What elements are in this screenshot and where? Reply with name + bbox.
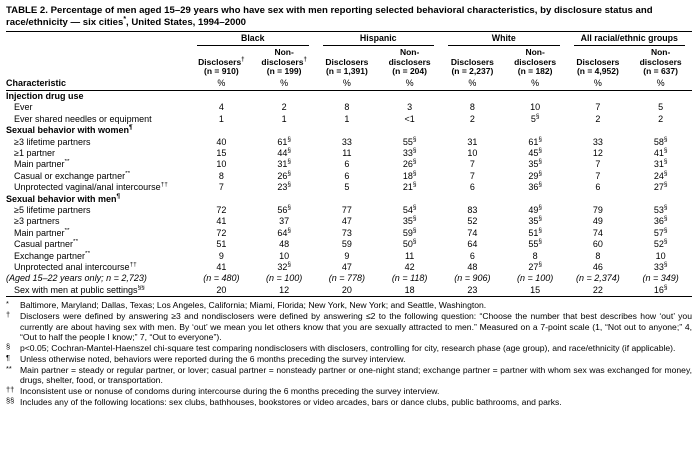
table-body [6,90,692,296]
section-row [6,125,692,136]
row-label: (Aged 15–22 years only; n = 2,723) [6,273,147,284]
footnote-text: Baltimore, Maryland; Dallas, Texas; Los Angeles, California; Miami, Florida; New York, New York; and Seattle, Washington. [20,300,487,311]
footnote [6,354,692,365]
column-header-line: disclosers [514,56,557,67]
column-header-line: (n = 1,391) [325,66,368,77]
table-row [6,137,692,148]
value-cell: 10 [279,250,290,261]
value-cell: 48 [279,239,290,250]
table-row [6,273,692,284]
unit-header: % [378,77,441,91]
value-cell: 33§ [653,261,668,273]
header-spacer [6,46,190,77]
footnote [6,311,692,343]
header-spacer [6,32,190,47]
column-header-nondisclosers [504,46,567,77]
value-cell: 24§ [653,169,668,181]
value-cell: 57§ [653,226,668,238]
column-header-line: (n = 637) [643,66,678,77]
footnote-marker: ** [6,363,12,373]
row-label: Unprotected anal intercourse†† [14,262,137,273]
value-cell: (n = 100) [265,273,303,284]
value-cell: 47 [341,262,352,273]
value-cell: <1 [404,113,415,124]
value-cell: 59§ [402,226,417,238]
value-cell: (n = 906) [454,273,491,284]
value-cell: 9 [344,250,350,261]
table-row [6,285,692,297]
value-cell: 6 [344,170,350,181]
section-heading: Injection drug use [6,90,84,101]
section-heading: Sexual behavior with men¶ [6,192,121,204]
value-cell: 2 [281,102,287,113]
value-cell: 18 [378,285,441,297]
value-cell: 10 [530,102,541,113]
value-cell: 1 [281,113,287,124]
value-cell: 35§ [528,158,542,170]
footnote [6,397,692,408]
footnote-text: Unless otherwise noted, behaviors were reported during the 6 months preceding the survey interview. [20,353,406,364]
table-row [6,205,692,216]
value-cell: 47 [341,216,352,227]
value-cell: 33 [592,136,603,147]
row-label: ≥3 partners [14,216,60,227]
value-cell: 20 [316,285,379,297]
table-row [6,228,692,239]
value-cell: 61§ [528,135,542,147]
column-header-line: disclosers [639,56,682,67]
value-cell: 5 [658,102,664,113]
column-header-nondisclosers [629,46,692,77]
unit-header: % [504,77,567,91]
value-cell: 32§ [277,261,291,273]
value-cell: 8 [595,250,601,261]
value-cell: 51 [216,239,227,250]
value-cell: 55§ [528,238,542,250]
footnote-text: Includes any of the following locations: sex clubs, bathhouses, bookstores or video arcades, bars or dance clubs, public bathrooms, and parks. [20,396,562,407]
value-cell: 72 [216,205,227,216]
value-cell: (n = 100) [516,273,554,284]
value-cell: 7 [469,170,475,181]
value-cell: 6 [469,182,475,193]
value-cell: 11 [342,148,352,158]
unit-row [6,77,692,91]
value-cell: 2 [469,113,475,124]
column-group-header [567,32,693,47]
row-label: ≥5 lifetime partners [14,205,91,216]
footnote [6,386,692,397]
value-cell: 18§ [402,169,417,181]
value-cell: 6 [595,182,601,193]
footnote-marker: ¶ [6,352,10,362]
group-header-row [6,32,692,47]
table-row [6,114,692,125]
column-header-line: (n = 2,237) [451,66,494,77]
value-cell: 54§ [402,204,417,216]
value-cell: 37 [279,216,290,227]
column-header-nondisclosers [378,46,441,77]
column-header-disclosers [316,46,379,77]
column-header-line: disclosers [388,56,431,67]
unit-header: % [253,77,316,91]
value-cell: 53§ [653,204,668,216]
table-row [6,216,692,227]
characteristic-header: Characteristic [6,77,190,91]
value-cell: 59 [341,239,352,250]
footnote [6,343,692,354]
data-table [6,31,692,297]
row-label: Main partner** [14,159,70,170]
value-cell: 1 [218,113,224,124]
value-cell: 5§ [530,112,540,124]
value-cell: 31§ [653,158,668,170]
section-heading: Sexual behavior with women¶ [6,124,133,136]
value-cell: 8 [469,102,475,113]
value-cell: 2 [595,113,601,124]
value-cell: 83 [467,205,478,216]
value-cell: 2 [658,113,664,124]
footnote [6,300,692,311]
footnotes [6,300,692,407]
value-cell: 29§ [528,169,542,181]
value-cell: 35§ [528,215,542,227]
row-label: Ever [14,102,33,113]
value-cell: 7 [469,159,475,170]
column-header-line: (n = 199) [266,66,302,77]
value-cell: 26§ [277,169,291,181]
value-cell: 31 [467,136,478,147]
value-cell: 48 [467,262,478,273]
column-header-line: Disclosers [325,56,369,67]
value-cell: 11 [404,250,415,261]
row-label: Casual partner** [14,239,79,250]
column-header-line: Disclosers [576,56,620,67]
value-cell: 6 [344,159,350,170]
value-cell: (n = 118) [391,273,428,284]
column-header-line: Non- [525,47,545,58]
value-cell: 35§ [402,215,417,227]
row-label: Unprotected vaginal/anal intercourse†† [14,182,168,193]
table-row [6,182,692,193]
unit-header: % [190,77,253,91]
value-cell: 26§ [402,158,417,170]
value-cell: 41§ [653,147,668,158]
row-label: Exchange partner** [14,250,91,261]
value-cell: 6 [469,250,475,261]
value-cell: 8 [532,250,538,261]
column-header-line: (n = 204) [392,66,427,77]
value-cell: 15 [504,285,567,297]
row-label: Sex with men at public settings§§ [6,285,190,297]
column-header-line: (n = 910) [204,66,239,77]
column-header-disclosers [567,46,630,77]
value-cell: 4 [218,102,224,113]
table-row [6,251,692,262]
value-cell: 12 [592,148,603,158]
value-cell: 7 [218,182,224,193]
footnote-marker: * [6,299,9,309]
footnote-text: Main partner = steady or regular partner, or lover; casual partner = nonsteady partner or one-night stand; exchange partner = partner with whom sex was exchanged for money, drugs, shelter, food, or transportation. [20,364,692,386]
value-cell: 64§ [277,226,291,238]
column-header-line: (n = 182) [517,66,553,77]
value-cell: 61§ [277,135,291,147]
value-cell: 23 [441,285,504,297]
value-cell: 79 [592,205,603,216]
value-cell: 22 [567,285,630,297]
value-cell: 56§ [277,204,291,216]
column-group-label: Black [197,33,309,46]
value-cell: 49§ [528,204,542,216]
section-row [6,194,692,205]
column-group-header [441,32,567,47]
value-cell: 40 [216,136,227,147]
table-row [6,159,692,170]
value-cell: 49 [592,216,603,227]
column-header-disclosers [441,46,504,77]
column-header-line: (n = 4,952) [576,66,619,77]
value-cell: (n = 349) [642,273,679,284]
unit-header: % [441,77,504,91]
footnote [6,365,692,386]
value-cell: 46 [592,262,603,273]
column-header-nondisclosers [253,46,316,77]
column-header-disclosers [190,46,253,77]
value-cell: (n = 480) [203,273,240,284]
value-cell: 10 [467,148,478,158]
unit-header: % [567,77,630,91]
column-header-row [6,46,692,77]
value-cell: 12 [253,285,316,297]
value-cell: 10 [216,159,227,170]
value-cell: 51§ [528,226,542,238]
table-row [6,148,692,159]
value-cell: (n = 778) [328,273,366,284]
row-label: Ever shared needles or equipment [14,113,152,124]
table-row [6,171,692,182]
value-cell: 52 [467,216,478,227]
value-cell: 42 [404,262,415,273]
footnote-text: Disclosers were defined by answering ≥3 and nondisclosers were defined by answering ≤2 to the following question: “Choose the number that best describes how ‘out’ you currently are about having sex with men. By ‘out’ we mean you let others know that you are sexually attracted to men.” Measured on a 7-point scale (1, “Not out to anyone;” 4, “Out to half the people I know;” 7, “Out to everyone”). [20,310,692,343]
row-label: ≥3 lifetime partners [14,136,91,147]
value-cell: 7 [595,102,601,113]
value-cell: 33§ [402,147,417,158]
table-row [6,102,692,113]
value-cell: 72 [216,227,227,238]
value-cell: (n = 2,374) [575,273,620,284]
value-cell: 50§ [402,238,417,250]
column-header-line: Non- [650,47,671,58]
column-header-line: Disclosers† [198,55,245,67]
value-cell: 36§ [653,215,668,227]
value-cell: 3 [407,102,413,113]
value-cell: 74 [592,227,603,238]
value-cell: 58§ [653,135,668,147]
value-cell: 7 [595,170,601,181]
value-cell: 74 [467,227,478,238]
row-label: Main partner** [14,227,70,238]
value-cell: 7 [595,159,601,170]
footnote-marker: § [6,342,11,352]
section-row [6,90,692,102]
unit-header: % [629,77,692,91]
column-group-label: All racial/ethnic groups [574,33,686,46]
row-label: ≥1 partner [14,148,55,158]
value-cell: 31§ [277,158,291,170]
unit-header: % [316,77,379,91]
value-cell: 20 [190,285,253,297]
value-cell: 10 [655,250,666,261]
footnote-marker: †† [6,384,15,394]
value-cell: 36§ [528,181,542,193]
footnote-marker: † [6,309,11,319]
table-header [6,32,692,91]
column-group-header [190,32,316,47]
value-cell: 16§ [629,285,692,297]
value-cell: 44§ [277,147,291,158]
column-group-header [316,32,442,47]
value-cell: 33 [341,136,352,147]
column-group-label: White [448,33,560,46]
footnote-text: p<0.05; Cochran-Mantel-Haenszel chi-square test comparing nondisclosers with disclosers, controlling for city, research phase (age group), and race/ethnicity (if applicable). [20,343,676,354]
value-cell: 77 [341,205,352,216]
value-cell: 64 [467,239,478,250]
value-cell: 1 [344,113,350,124]
table-title: TABLE 2. Percentage of men aged 15–29 years who have sex with men reporting selected behavioral characteristics, by disclosure status and race/ethnicity — six cities*, United States, 1994–2000 [6,5,653,28]
footnote-marker: §§ [6,395,15,405]
value-cell: 15 [216,148,227,158]
value-cell: 21§ [402,181,417,193]
value-cell: 9 [218,250,224,261]
value-cell: 8 [218,170,224,181]
value-cell: 73 [341,227,352,238]
value-cell: 5 [344,182,350,193]
value-cell: 8 [344,102,350,113]
value-cell: 27§ [653,181,668,193]
column-header-line: Non- [399,47,420,58]
value-cell: 45§ [528,147,542,158]
row-label: Casual or exchange partner** [14,170,131,181]
column-header-line: disclosers† [261,55,307,67]
value-cell: 52§ [653,238,668,250]
table-row [6,239,692,250]
column-header-line: Disclosers [450,56,494,67]
column-group-label: Hispanic [323,33,435,46]
value-cell: 41 [216,262,227,273]
value-cell: 23§ [277,181,291,193]
value-cell: 60 [592,239,603,250]
value-cell: 41 [216,216,227,227]
table-row [6,262,692,273]
column-header-line: Non- [274,47,294,58]
value-cell: 55§ [402,135,417,147]
value-cell: 27§ [528,261,542,273]
footnote-text: Inconsistent use or nonuse of condoms during intercourse during the 6 months preceding the survey interview. [20,385,440,396]
